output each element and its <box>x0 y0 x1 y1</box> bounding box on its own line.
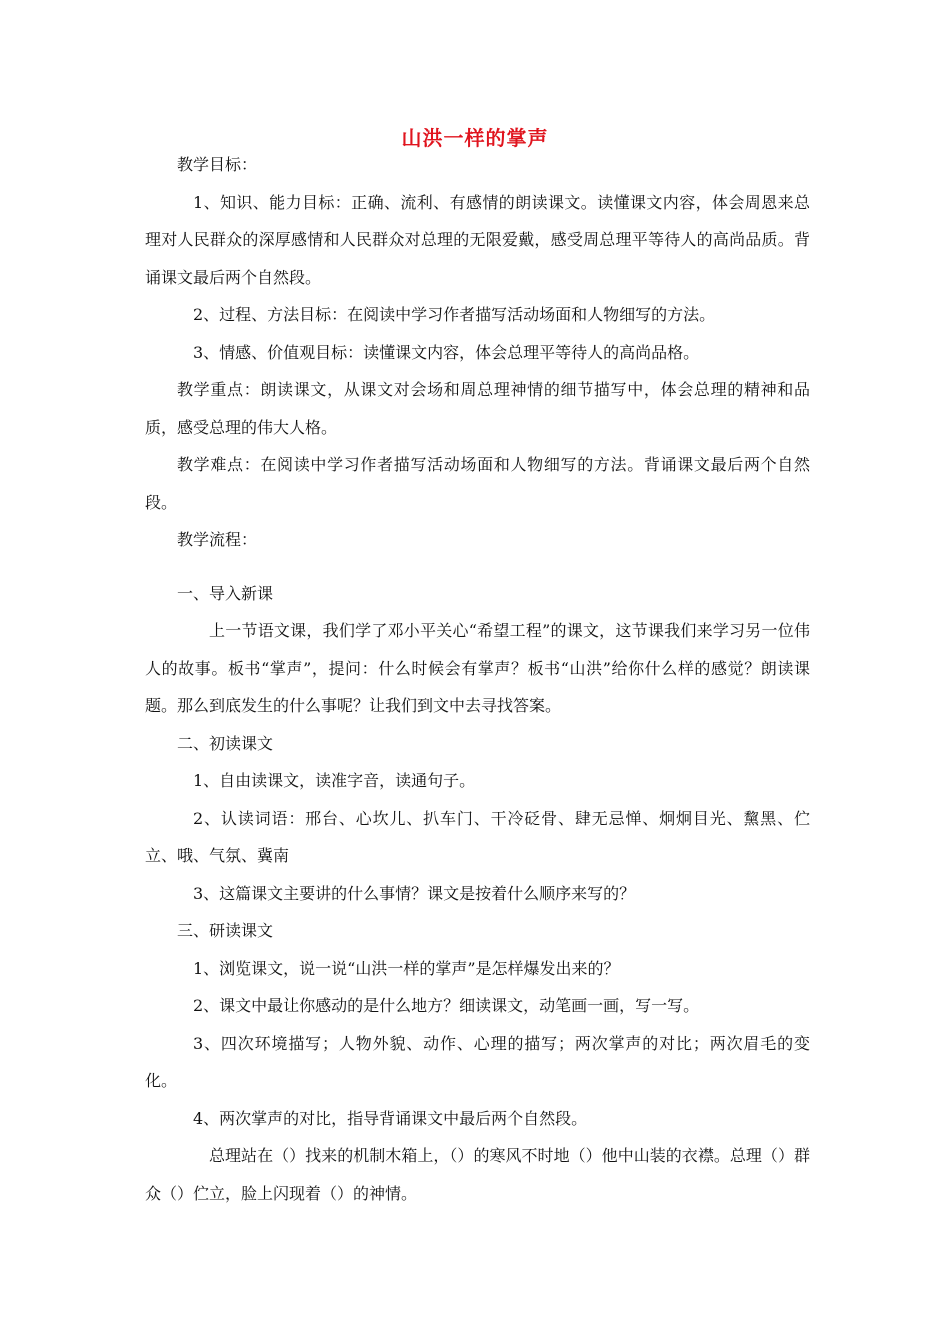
paragraph-gap <box>145 559 810 575</box>
objective-knowledge: 1、知识、能力目标：正确、流利、有感情的朗读课文。读懂课文内容，体会周恩来总理对人民群众的深厚感情和人民群众对总理的无限爱戴，感受周总理平等待人的高尚品质。背诵课文最后两个自然段。 <box>145 192 810 287</box>
intro-paragraph: 上一节语文课，我们学了邓小平关心“希望工程”的课文，这节课我们来学习另一位伟人的故事。板书“掌声”，提问：什么时候会有掌声？板书“山洪”给你什么样的感觉？朗读课题。那么到底发生的什么事呢？让我们到文中去寻找答案。 <box>145 621 810 715</box>
first-read-item-1: 1、自由读课文，读准字音，读通句子。 <box>193 771 476 790</box>
difficult-points: 教学难点：在阅读中学习作者描写活动场面和人物细写的方法。背诵课文最后两个自然段。 <box>145 455 810 512</box>
step-heading-intro: 一、导入新课 <box>177 583 274 603</box>
first-read-item-2: 2、认读词语：邢台、心坎儿、扒车门、干冷砭骨、肆无忌惮、炯炯目光、黧黑、伫立、哦、气氛、冀南 <box>145 808 810 865</box>
objective-emotion: 3、情感、价值观目标：读懂课文内容，体会总理平等待人的高尚品格。 <box>193 342 700 362</box>
section-heading-process: 教学流程： <box>177 530 258 549</box>
study-item-4: 4、两次掌声的对比，指导背诵课文中最后两个自然段。 <box>193 1108 588 1128</box>
study-item-2: 2、课文中最让你感动的是什么地方？细读课文，动笔画一画，写一写。 <box>193 996 700 1015</box>
fill-in-exercise: 总理站在（）找来的机制木箱上，（）的寒风不时地（）他中山装的衣襟。总理（）群众（）伫立，脸上闪现着（）的神情。 <box>145 1146 810 1203</box>
first-read-item-3: 3、这篇课文主要讲的什么事情？课文是按着什么顺序来写的？ <box>193 883 636 903</box>
step-heading-first-read: 二、初读课文 <box>177 733 274 753</box>
document-title: 山洪一样的掌声 <box>401 126 549 150</box>
study-item-1: 1、浏览课文，说一说“山洪一样的掌声”是怎样爆发出来的？ <box>193 958 620 978</box>
objective-process: 2、过程、方法目标：在阅读中学习作者描写活动场面和人物细写的方法。 <box>193 305 716 324</box>
step-heading-study: 三、研读课文 <box>177 921 274 940</box>
section-heading-objectives: 教学目标： <box>177 155 258 174</box>
key-points: 教学重点：朗读课文，从课文对会场和周总理神情的细节描写中，体会总理的精神和品质，感受总理的伟大人格。 <box>145 380 810 437</box>
study-item-3: 3、四次环境描写；人物外貌、动作、心理的描写；两次掌声的对比；两次眉毛的变化。 <box>145 1033 810 1090</box>
document-body <box>145 146 810 1212</box>
